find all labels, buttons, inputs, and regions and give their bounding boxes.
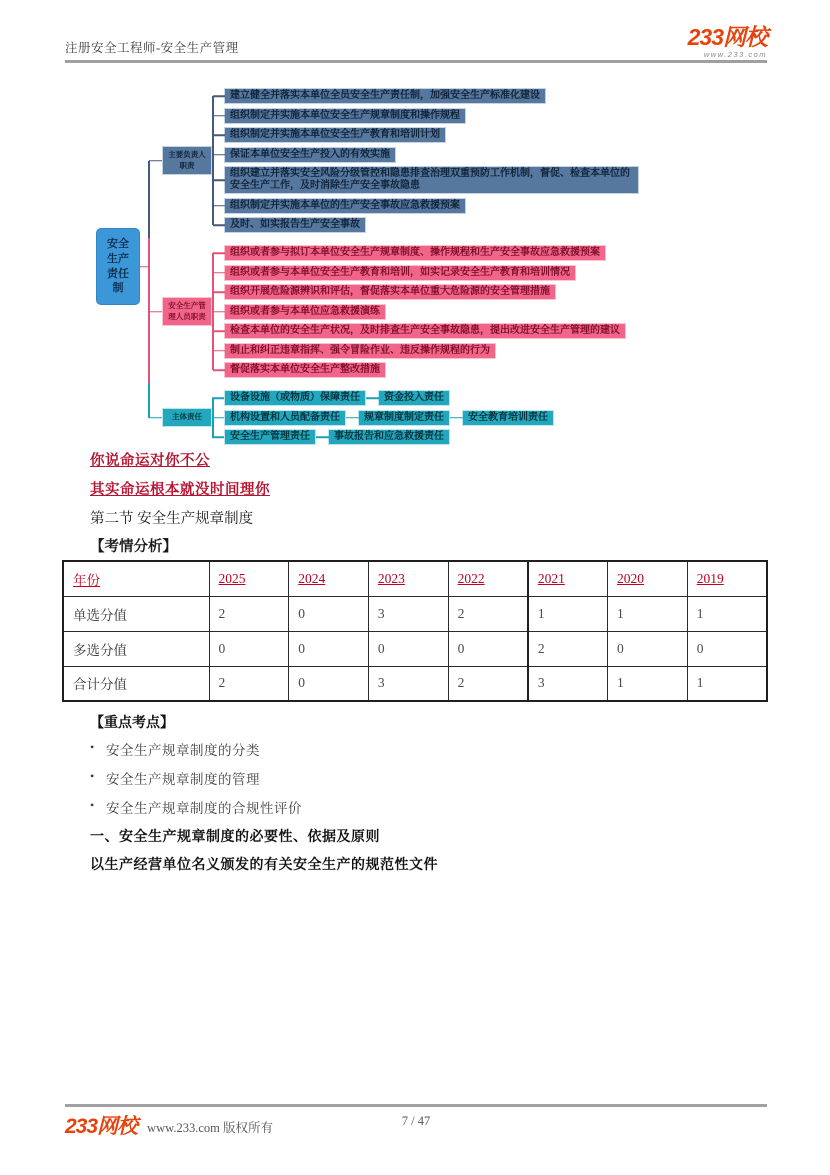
table-cell: 0 — [289, 666, 369, 701]
mindmap-item: 建立健全并落实本单位全员安全生产责任制，加强安全生产标准化建设 — [224, 88, 546, 104]
mindmap-root-node: 安全生产责任制 — [96, 228, 140, 305]
table-cell: 3 — [528, 666, 608, 701]
table-cell: 0 — [289, 596, 369, 631]
key-point-text: 安全生产规章制度的分类 — [106, 743, 260, 758]
table-header-row — [63, 561, 767, 596]
mindmap-item: 组织建立并落实安全风险分级管控和隐患排查治理双重预防工作机制，督促、检查本单位的安全生产工作，及时消除生产安全事故隐患 — [224, 166, 639, 194]
mindmap-item: 组织开展危险源辨识和评估，督促落实本单位重大危险源的安全管理措施 — [224, 284, 556, 300]
table-row — [63, 596, 767, 631]
key-point-text: 安全生产规章制度的管理 — [106, 772, 260, 787]
table-row — [63, 631, 767, 666]
section-title: 第二节 安全生产规章制度 — [90, 511, 254, 527]
table-cell: 1 — [608, 596, 688, 631]
header-cell: 2024 — [289, 561, 369, 596]
mindmap-item: 督促落实本单位安全生产整改措施 — [224, 362, 386, 378]
brand-logo-text: 233网校 — [687, 24, 767, 50]
key-point-bullet — [90, 739, 438, 759]
key-points-heading: 一、安全生产规章制度的必要性、依据及原则 — [90, 830, 380, 845]
header-cell: 2021 — [528, 561, 608, 596]
table-cell: 0 — [687, 631, 767, 666]
mindmap-item: 组织制定并实施本单位的生产安全事故应急救援预案 — [224, 198, 466, 214]
header-cell: 2022 — [448, 561, 528, 596]
footer-copyright: www.233.com 版权所有 — [147, 1121, 273, 1135]
key-point-text: 安全生产规章制度的合规性评价 — [106, 801, 302, 816]
mindmap-item: 及时、如实报告生产安全事故 — [224, 217, 366, 233]
bullet-dot-icon: • — [90, 740, 95, 754]
key-points-section — [90, 712, 438, 874]
branch-entity-responsibility — [149, 390, 639, 445]
quote-line-1: 你说命运对你不公 — [90, 453, 210, 469]
table-row — [63, 666, 767, 701]
key-points-label: 【重点考点】 — [90, 716, 174, 731]
mindmap-item: 组织制定并实施本单位安全生产教育和培训计划 — [224, 127, 446, 143]
table-cell: 2 — [209, 596, 289, 631]
mindmap-item: 组织或者参与本单位应急救援演练 — [224, 304, 386, 320]
mindmap-item: 组织或者参与本单位安全生产教育和培训，如实记录安全生产教育和培训情况 — [224, 265, 576, 281]
mindmap-item: 安全教育培训责任 — [462, 410, 554, 426]
mindmap-branches — [149, 88, 639, 445]
branch-items — [224, 88, 639, 233]
brand-logo-url: www.233.com — [703, 50, 767, 59]
responsibility-mindmap — [96, 88, 639, 445]
mindmap-item: 机构设置和人员配备责任 — [224, 410, 346, 426]
quote-line-2: 其实命运根本就没时间理你 — [90, 482, 270, 498]
branch-items — [224, 390, 554, 445]
mindmap-chain — [224, 410, 554, 426]
header-cell: 2023 — [368, 561, 448, 596]
key-point-bullet — [90, 797, 438, 817]
table-cell: 2 — [528, 631, 608, 666]
mindmap-item: 规章制度制定责任 — [358, 410, 450, 426]
document-title: 注册安全工程师-安全生产管理 — [65, 41, 239, 55]
branch-label: 主要负责人职责 — [162, 146, 212, 174]
text-block — [90, 449, 270, 556]
mindmap-item: 保证本单位安全生产投入的有效实施 — [224, 147, 396, 163]
table-cell: 1 — [687, 666, 767, 701]
header-cell: 2025 — [209, 561, 289, 596]
mindmap-item: 安全生产管理责任 — [224, 429, 316, 445]
mindmap-chain — [224, 429, 450, 445]
mindmap-item: 制止和纠正违章指挥、强令冒险作业、违反操作规程的行为 — [224, 343, 496, 359]
row-label: 合计分值 — [63, 666, 209, 701]
branch-safety-manager-duties — [149, 245, 639, 378]
key-point-bullet — [90, 768, 438, 788]
page-header — [65, 26, 767, 59]
header-cell: 2019 — [687, 561, 767, 596]
mindmap-item: 组织制定并实施本单位安全生产规章制度和操作规程 — [224, 108, 466, 124]
row-label: 多选分值 — [63, 631, 209, 666]
header-cell: 2020 — [608, 561, 688, 596]
table-cell: 0 — [368, 631, 448, 666]
table-cell: 1 — [608, 666, 688, 701]
table-cell: 0 — [209, 631, 289, 666]
footer-logo-text: 233网校 — [65, 1115, 138, 1138]
branch-label: 安全生产管理人员职责 — [162, 297, 212, 325]
row-label: 单选分值 — [63, 596, 209, 631]
bullet-dot-icon: • — [90, 769, 95, 783]
table-cell: 0 — [289, 631, 369, 666]
table-cell: 3 — [368, 596, 448, 631]
brand-logo — [688, 26, 767, 59]
branch-main-person-duties — [149, 88, 639, 233]
header-cell-year: 年份 — [63, 561, 209, 596]
exam-analysis-label: 【考情分析】 — [90, 539, 177, 555]
table-cell: 1 — [528, 596, 608, 631]
mindmap-item: 检查本单位的安全生产状况，及时排查生产安全事故隐患，提出改进安全生产管理的建议 — [224, 323, 626, 339]
branch-label: 主体责任 — [162, 408, 212, 426]
table-cell: 2 — [448, 666, 528, 701]
header-divider — [65, 60, 767, 63]
mindmap-chain — [224, 390, 450, 406]
table-cell: 3 — [368, 666, 448, 701]
mindmap-item: 设备设施（或物质）保障责任 — [224, 390, 366, 406]
bullet-dot-icon: • — [90, 798, 95, 812]
branch-items — [224, 245, 626, 378]
footer-divider — [65, 1104, 767, 1107]
key-points-lead: 以生产经营单位名义颁发的有关安全生产的规范性文件 — [90, 858, 438, 873]
mindmap-item: 组织或者参与拟订本单位安全生产规章制度、操作规程和生产安全事故应急救援预案 — [224, 245, 606, 261]
page-footer — [65, 1110, 767, 1140]
table-cell: 1 — [687, 596, 767, 631]
mindmap-item: 事故报告和应急救援责任 — [328, 429, 450, 445]
exam-score-table — [62, 560, 768, 702]
table-cell: 2 — [448, 596, 528, 631]
table-cell: 2 — [209, 666, 289, 701]
table-cell: 0 — [448, 631, 528, 666]
mindmap-item: 资金投入责任 — [378, 390, 450, 406]
table-cell: 0 — [608, 631, 688, 666]
page-number: 7 / 47 — [401, 1114, 431, 1128]
